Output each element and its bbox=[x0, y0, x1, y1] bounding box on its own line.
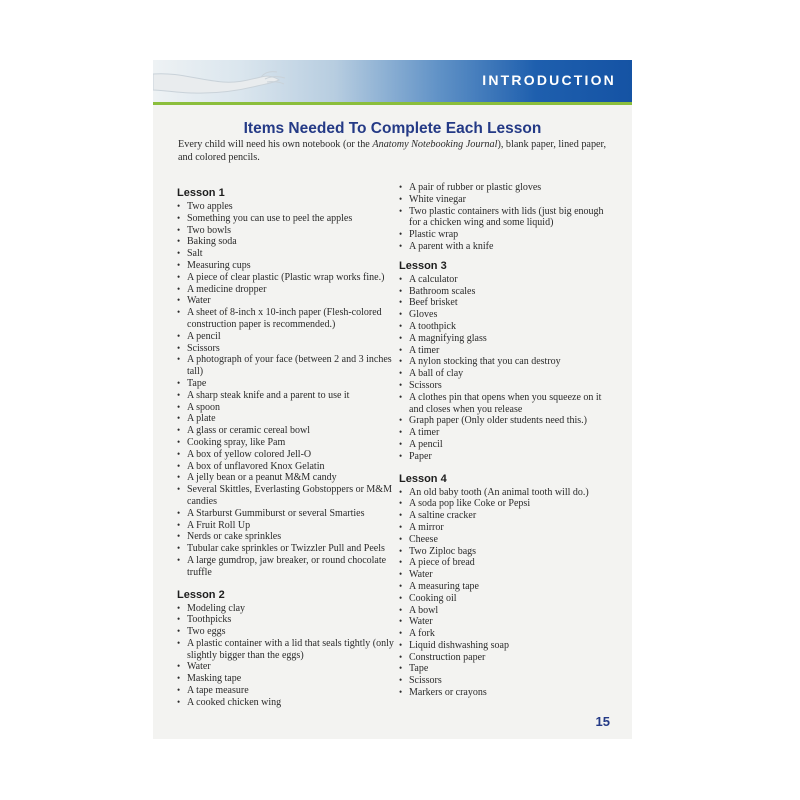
lesson-4-heading: Lesson 4 bbox=[399, 472, 447, 485]
list-item: • A box of yellow colored Jell-O bbox=[177, 449, 397, 461]
list-item: • Measuring cups bbox=[177, 260, 397, 272]
list-item: • Baking soda bbox=[177, 236, 397, 248]
list-item: • Liquid dishwashing soap bbox=[399, 640, 617, 652]
list-item: • A timer bbox=[399, 345, 617, 357]
list-item: • A spoon bbox=[177, 402, 397, 414]
list-item: • A tape measure bbox=[177, 685, 397, 697]
list-item: • A cooked chicken wing bbox=[177, 697, 397, 709]
list-item: • Two Ziploc bags bbox=[399, 546, 617, 558]
list-item: • Markers or crayons bbox=[399, 687, 617, 699]
list-item: • A soda pop like Coke or Pepsi bbox=[399, 498, 617, 510]
list-item: • A pair of rubber or plastic gloves bbox=[399, 182, 617, 194]
list-item: • A sharp steak knife and a parent to use it bbox=[177, 390, 397, 402]
list-item: • An old baby tooth (An animal tooth will do.) bbox=[399, 487, 617, 499]
list-item: • Scissors bbox=[177, 343, 397, 355]
list-item: • A medicine dropper bbox=[177, 284, 397, 296]
list-item: • A pencil bbox=[399, 439, 617, 451]
lesson-4-list bbox=[399, 487, 617, 699]
list-item: • Water bbox=[177, 295, 397, 307]
list-item: • Tape bbox=[177, 378, 397, 390]
list-item: • A clothes pin that opens when you squeeze on it and closes when you release bbox=[399, 392, 617, 416]
list-item: • Plastic wrap bbox=[399, 229, 617, 241]
list-item: • A parent with a knife bbox=[399, 241, 617, 253]
page-number: 15 bbox=[595, 714, 610, 729]
list-item: • Two plastic containers with lids (just big enough for a chicken wing and some liquid) bbox=[399, 206, 617, 230]
lesson-1-heading: Lesson 1 bbox=[177, 187, 225, 199]
list-item: • Tubular cake sprinkles or Twizzler Pull and Peels bbox=[177, 543, 397, 555]
list-item: • Toothpicks bbox=[177, 614, 397, 626]
list-item: • A toothpick bbox=[399, 321, 617, 333]
intro-journal-title: Anatomy Notebooking Journal bbox=[372, 139, 498, 150]
list-item: • A glass or ceramic cereal bowl bbox=[177, 425, 397, 437]
lesson-2-list bbox=[177, 603, 397, 709]
list-item: • A mirror bbox=[399, 522, 617, 534]
lesson-3-list bbox=[399, 274, 617, 463]
list-item: • Several Skittles, Everlasting Gobstoppers or M&M candies bbox=[177, 484, 397, 508]
list-item: • A measuring tape bbox=[399, 581, 617, 593]
list-item: • Beef brisket bbox=[399, 297, 617, 309]
list-item: • Nerds or cake sprinkles bbox=[177, 531, 397, 543]
intro-text-start: Every child will need his own notebook (or the bbox=[178, 139, 373, 150]
list-item: • White vinegar bbox=[399, 194, 617, 206]
list-item: • Cooking oil bbox=[399, 593, 617, 605]
intro-paragraph bbox=[178, 138, 618, 164]
list-item: • A fork bbox=[399, 628, 617, 640]
list-item: • A calculator bbox=[399, 274, 617, 286]
lesson-1-list bbox=[177, 201, 397, 579]
list-item: • A saltine cracker bbox=[399, 510, 617, 522]
list-item: • Masking tape bbox=[177, 673, 397, 685]
left-column bbox=[177, 180, 397, 709]
list-item: • A box of unflavored Knox Gelatin bbox=[177, 461, 397, 473]
list-item: • Scissors bbox=[399, 380, 617, 392]
list-item: • A piece of bread bbox=[399, 557, 617, 569]
lesson-2-continued-list bbox=[399, 182, 617, 253]
list-item: • A plate bbox=[177, 413, 397, 425]
list-item: • A magnifying glass bbox=[399, 333, 617, 345]
list-item: • Bathroom scales bbox=[399, 286, 617, 298]
banner-accent-stripe bbox=[153, 102, 632, 105]
page-heading: Items Needed To Complete Each Lesson bbox=[243, 120, 542, 137]
list-item: • Water bbox=[399, 569, 617, 581]
list-item: • A pencil bbox=[177, 331, 397, 343]
list-item: • Water bbox=[399, 616, 617, 628]
list-item: • Construction paper bbox=[399, 652, 617, 664]
right-column bbox=[399, 182, 617, 699]
list-item: • A photograph of your face (between 2 and 3 inches tall) bbox=[177, 354, 397, 378]
lesson-2-heading: Lesson 2 bbox=[177, 588, 225, 601]
list-item: • Paper bbox=[399, 451, 617, 463]
header-banner bbox=[153, 60, 632, 102]
list-item: • Something you can use to peel the apples bbox=[177, 213, 397, 225]
list-item: • Graph paper (Only older students need this.) bbox=[399, 415, 617, 427]
arm-illustration-icon bbox=[153, 60, 293, 102]
list-item: • A jelly bean or a peanut M&M candy bbox=[177, 472, 397, 484]
list-item: • A plastic container with a lid that seals tightly (only slightly bigger than the eggs) bbox=[177, 638, 397, 662]
intro-text-end: ), blank paper, lined paper, and colored pencils. bbox=[178, 139, 607, 163]
list-item: • A sheet of 8-inch x 10-inch paper (Flesh-colored construction paper is recommended.) bbox=[177, 307, 397, 331]
list-item: • Gloves bbox=[399, 309, 617, 321]
list-item: • A bowl bbox=[399, 605, 617, 617]
list-item: • Scissors bbox=[399, 675, 617, 687]
list-item: • A large gumdrop, jaw breaker, or round chocolate truffle bbox=[177, 555, 397, 579]
list-item: • Salt bbox=[177, 248, 397, 260]
book-page bbox=[153, 60, 632, 739]
list-item: • A ball of clay bbox=[399, 368, 617, 380]
lesson-3-heading: Lesson 3 bbox=[399, 259, 447, 272]
list-item: • A piece of clear plastic (Plastic wrap works fine.) bbox=[177, 272, 397, 284]
list-item: • Water bbox=[177, 661, 397, 673]
list-item: • Two bowls bbox=[177, 225, 397, 237]
list-item: • A Fruit Roll Up bbox=[177, 520, 397, 532]
list-item: • Tape bbox=[399, 663, 617, 675]
list-item: • A Starburst Gummiburst or several Smarties bbox=[177, 508, 397, 520]
list-item: • A timer bbox=[399, 427, 617, 439]
list-item: • Cheese bbox=[399, 534, 617, 546]
list-item: • Two apples bbox=[177, 201, 397, 213]
list-item: • Modeling clay bbox=[177, 603, 397, 615]
section-title: INTRODUCTION bbox=[482, 72, 616, 88]
list-item: • Two eggs bbox=[177, 626, 397, 638]
list-item: • A nylon stocking that you can destroy bbox=[399, 356, 617, 368]
list-item: • Cooking spray, like Pam bbox=[177, 437, 397, 449]
